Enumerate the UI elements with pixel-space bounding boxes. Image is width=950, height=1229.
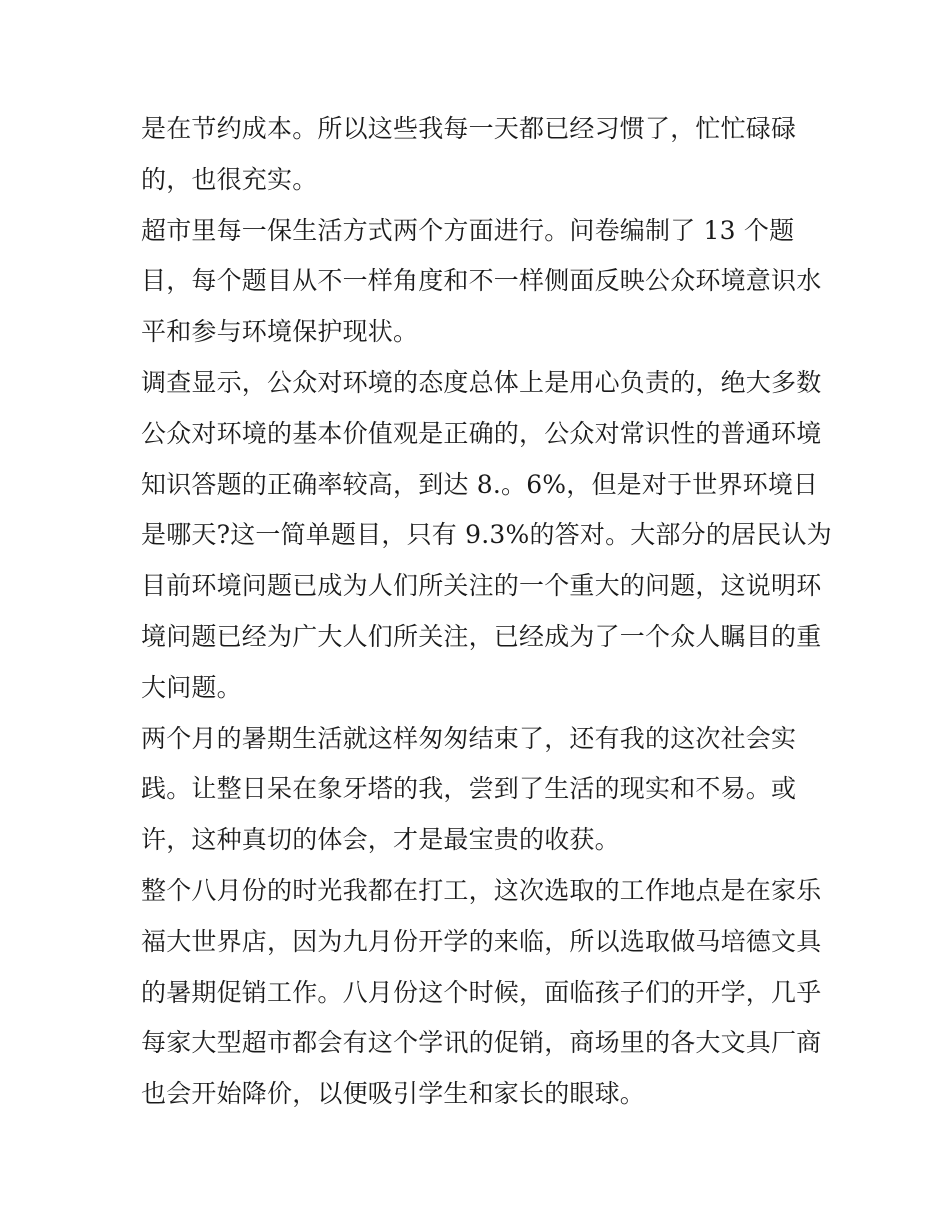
text-line: 大问题。 [141,672,242,702]
text-line: 践。让整日呆在象牙塔的我，尝到了生活的现实和不易。或 [141,774,797,804]
text-line: 每家大型超市都会有这个学讯的促销，商场里的各大文具厂商 [141,1028,822,1058]
text-line: 的，也很充实。 [141,164,318,194]
text-line: 也会开始降价，以便吸引学生和家长的眼球。 [141,1079,646,1109]
text-line: 超市里每一保生活方式两个方面进行。问卷编制了 13 个题 [141,215,795,245]
text-line: 两个月的暑期生活就这样匆匆结束了，还有我的这次社会实 [141,723,797,753]
text-line: 知识答题的正确率较高，到达 8.。6%，但是对于世界环境日 [141,469,819,499]
text-line: 整个八月份的时光我都在打工，这次选取的工作地点是在家乐 [141,875,822,905]
text-line: 许，这种真切的体会，才是最宝贵的收获。 [141,825,620,855]
text-line: 是在节约成本。所以这些我每一天都已经习惯了，忙忙碌碌 [141,114,797,143]
text-line: 公众对环境的基本价值观是正确的，公众对常识性的普通环境 [141,418,822,448]
text-line: 目前环境问题已成为人们所关注的一个重大的问题，这说明环 [141,571,822,601]
text-line: 福大世界店，因为九月份开学的来临，所以选取做马培德文具 [141,926,822,956]
text-line: 调查显示，公众对环境的态度总体上是用心负责的，绝大多数 [141,367,822,397]
text-line: 是哪天?这一简单题目，只有 9.3%的答对。大部分的居民认为 [141,520,832,550]
text-line: 目，每个题目从不一样角度和不一样侧面反映公众环境意识水 [141,266,822,296]
document-body [141,104,832,1120]
text-line: 平和参与环境保护现状。 [141,317,419,347]
text-line: 境问题已经为广大人们所关注，已经成为了一个众人瞩目的重 [141,621,822,651]
text-line: 的暑期促销工作。八月份这个时候，面临孩子们的开学，几乎 [141,977,822,1007]
